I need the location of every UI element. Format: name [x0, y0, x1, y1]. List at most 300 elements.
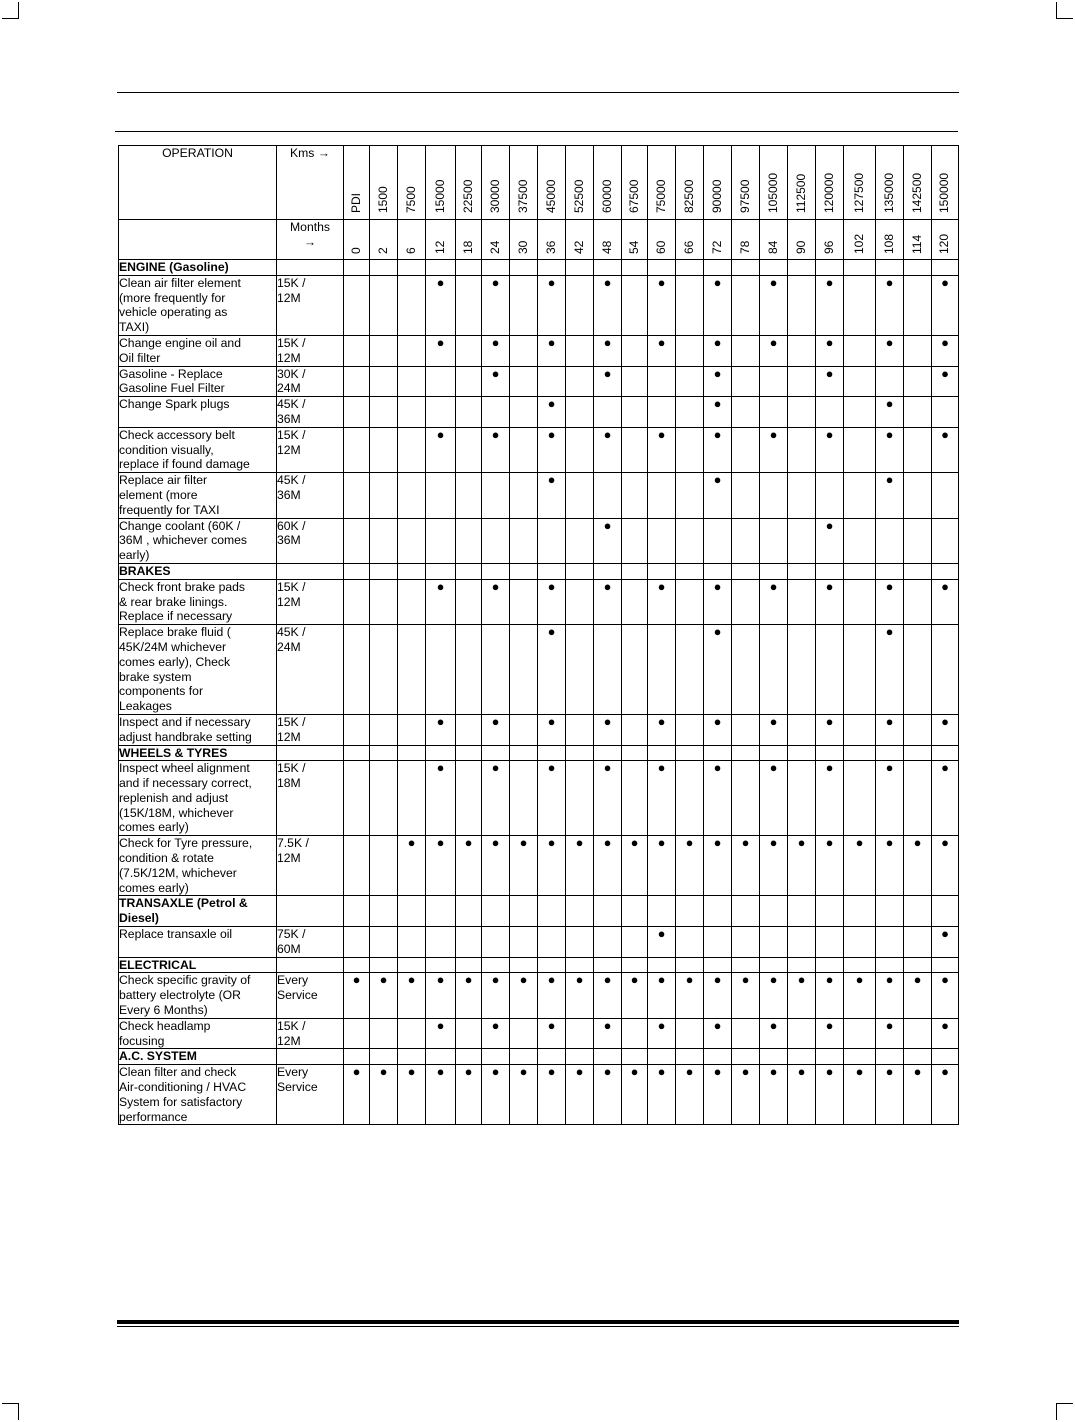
section-empty-cell — [760, 896, 788, 927]
section-empty-cell — [932, 745, 959, 761]
operation-description: Change coolant (60K / 36M , whichever comes early) — [119, 518, 277, 563]
schedule-cell — [932, 625, 959, 715]
schedule-cell — [370, 427, 398, 472]
service-dot-icon: ● — [941, 713, 949, 729]
schedule-cell — [676, 714, 704, 745]
operation-row — [119, 518, 959, 563]
kms-column-header — [676, 146, 704, 220]
schedule-cell — [676, 1018, 704, 1049]
section-empty-cell — [482, 957, 510, 973]
section-empty-cell — [622, 957, 648, 973]
schedule-cell — [704, 473, 732, 518]
schedule-cell — [538, 366, 566, 397]
months-value: 114 — [909, 234, 924, 254]
schedule-cell — [398, 397, 426, 428]
service-dot-icon: ● — [713, 396, 722, 412]
section-empty-cell — [344, 1049, 370, 1065]
schedule-cell — [844, 579, 876, 624]
section-empty-cell — [456, 745, 482, 761]
schedule-cell — [816, 1018, 844, 1049]
kms-column-header — [876, 146, 904, 220]
service-dot-icon: ● — [436, 760, 445, 776]
schedule-cell — [594, 366, 622, 397]
schedule-cell — [594, 427, 622, 472]
months-value: 96 — [821, 240, 836, 254]
operation-description: Gasoline - Replace Gasoline Fuel Filter — [119, 366, 277, 397]
schedule-cell — [676, 625, 704, 715]
kms-column-header — [732, 146, 760, 220]
service-dot-icon: ● — [657, 334, 666, 350]
schedule-cell — [344, 1065, 370, 1125]
section-empty-cell — [816, 896, 844, 927]
schedule-cell — [676, 473, 704, 518]
section-empty-cell — [704, 896, 732, 927]
months-column-header — [676, 220, 704, 260]
schedule-cell — [788, 366, 816, 397]
schedule-cell — [566, 397, 594, 428]
schedule-cell — [344, 927, 370, 958]
service-dot-icon: ● — [491, 972, 500, 988]
schedule-cell — [566, 625, 594, 715]
schedule-cell — [904, 366, 932, 397]
section-empty-cell — [844, 1049, 876, 1065]
kms-value: 120000 — [821, 172, 836, 213]
section-empty-cell — [844, 260, 876, 276]
schedule-cell — [844, 473, 876, 518]
service-dot-icon: ● — [436, 334, 445, 350]
schedule-cell — [760, 397, 788, 428]
schedule-cell — [344, 335, 370, 366]
schedule-cell — [932, 335, 959, 366]
operation-frequency: 7.5K / 12M — [277, 836, 344, 896]
service-dot-icon: ● — [885, 1064, 894, 1080]
service-dot-icon: ● — [741, 835, 750, 851]
schedule-cell — [538, 397, 566, 428]
schedule-cell — [426, 427, 456, 472]
section-empty-cell — [844, 957, 876, 973]
section-empty-cell — [932, 260, 959, 276]
schedule-cell — [932, 714, 959, 745]
schedule-cell — [816, 836, 844, 896]
schedule-cell — [594, 518, 622, 563]
schedule-cell — [344, 473, 370, 518]
section-empty-cell — [370, 260, 398, 276]
schedule-cell — [456, 973, 482, 1018]
service-dot-icon: ● — [769, 426, 778, 442]
schedule-cell — [456, 625, 482, 715]
schedule-cell — [760, 836, 788, 896]
service-dot-icon: ● — [825, 334, 834, 350]
kms-column-header — [456, 146, 482, 220]
service-dot-icon: ● — [491, 1017, 500, 1033]
schedule-cell — [566, 335, 594, 366]
schedule-cell — [510, 335, 538, 366]
operation-row — [119, 1018, 959, 1049]
schedule-cell — [566, 1065, 594, 1125]
service-dot-icon: ● — [825, 578, 834, 594]
kms-column-header — [426, 146, 456, 220]
section-empty-cell — [732, 1049, 760, 1065]
service-dot-icon: ● — [713, 972, 722, 988]
section-empty-cell — [510, 1049, 538, 1065]
schedule-cell — [398, 973, 426, 1018]
schedule-cell — [538, 973, 566, 1018]
schedule-cell — [510, 518, 538, 563]
kms-column-header — [904, 146, 932, 220]
schedule-cell — [566, 473, 594, 518]
schedule-cell — [566, 427, 594, 472]
schedule-cell — [426, 836, 456, 896]
section-empty-cell — [456, 1049, 482, 1065]
schedule-cell — [704, 973, 732, 1018]
section-empty-cell — [426, 896, 456, 927]
schedule-cell — [510, 973, 538, 1018]
operation-description: Change Spark plugs — [119, 397, 277, 428]
schedule-cell — [732, 1065, 760, 1125]
service-dot-icon: ● — [797, 972, 806, 988]
operation-frequency: 15K / 12M — [277, 427, 344, 472]
schedule-cell — [876, 714, 904, 745]
service-dot-icon: ● — [885, 760, 894, 776]
section-empty-cell — [788, 563, 816, 579]
service-dot-icon: ● — [547, 835, 556, 851]
months-value: 120 — [936, 233, 951, 254]
operation-row — [119, 366, 959, 397]
schedule-cell — [788, 836, 816, 896]
service-dot-icon: ● — [713, 578, 722, 594]
operation-row — [119, 973, 959, 1018]
schedule-cell — [676, 927, 704, 958]
months-value: 84 — [765, 240, 780, 254]
section-empty-cell — [594, 745, 622, 761]
schedule-cell — [904, 973, 932, 1018]
operation-description: Check specific gravity of battery electrolyte (OR Every 6 Months) — [119, 973, 277, 1018]
service-dot-icon: ● — [941, 334, 949, 350]
schedule-cell — [538, 1018, 566, 1049]
schedule-cell — [844, 1018, 876, 1049]
section-title: A.C. SYSTEM — [119, 1049, 277, 1065]
section-empty-cell — [676, 260, 704, 276]
service-dot-icon: ● — [352, 1064, 361, 1080]
schedule-cell — [622, 714, 648, 745]
schedule-cell — [904, 625, 932, 715]
kms-column-header — [538, 146, 566, 220]
schedule-header — [119, 146, 959, 260]
section-empty-cell — [370, 957, 398, 973]
schedule-cell — [648, 579, 676, 624]
operation-description: Inspect and if necessary adjust handbrake setting — [119, 714, 277, 745]
section-empty-cell — [398, 260, 426, 276]
months-value: 60 — [653, 240, 668, 254]
schedule-cell — [760, 366, 788, 397]
operation-description: Clean filter and check Air-conditioning / HVAC System for satisfactory performance — [119, 1065, 277, 1125]
service-dot-icon: ● — [603, 1064, 612, 1080]
operation-header-spacer — [119, 220, 277, 260]
months-column-header — [344, 220, 370, 260]
operation-frequency: 45K / 36M — [277, 397, 344, 428]
service-dot-icon: ● — [491, 365, 500, 381]
section-freq-spacer — [277, 260, 344, 276]
service-dot-icon: ● — [713, 426, 722, 442]
service-dot-icon: ● — [603, 274, 612, 290]
operation-description: Replace brake fluid ( 45K/24M whichever comes early), Check brake system components for Leakages — [119, 625, 277, 715]
schedule-cell — [788, 973, 816, 1018]
section-empty-cell — [566, 260, 594, 276]
service-dot-icon: ● — [379, 1064, 388, 1080]
schedule-cell — [876, 518, 904, 563]
schedule-cell — [816, 579, 844, 624]
section-empty-cell — [816, 1049, 844, 1065]
section-empty-cell — [456, 896, 482, 927]
schedule-cell — [816, 275, 844, 335]
service-dot-icon: ● — [797, 1064, 806, 1080]
months-value: 54 — [626, 240, 641, 254]
operation-row — [119, 275, 959, 335]
section-empty-cell — [904, 563, 932, 579]
schedule-cell — [876, 579, 904, 624]
service-dot-icon: ● — [603, 1017, 612, 1033]
schedule-cell — [876, 1065, 904, 1125]
section-empty-cell — [566, 1049, 594, 1065]
schedule-cell — [398, 427, 426, 472]
operation-frequency: 75K / 60M — [277, 927, 344, 958]
schedule-cell — [398, 714, 426, 745]
schedule-cell — [566, 927, 594, 958]
section-empty-cell — [510, 260, 538, 276]
section-empty-cell — [648, 563, 676, 579]
section-freq-spacer — [277, 563, 344, 579]
service-dot-icon: ● — [436, 835, 445, 851]
schedule-cell — [788, 579, 816, 624]
service-dot-icon: ● — [685, 835, 694, 851]
schedule-cell — [816, 714, 844, 745]
section-empty-cell — [732, 745, 760, 761]
schedule-cell — [704, 836, 732, 896]
section-empty-cell — [788, 745, 816, 761]
section-empty-cell — [370, 1049, 398, 1065]
section-empty-cell — [344, 957, 370, 973]
schedule-cell — [788, 714, 816, 745]
schedule-cell — [732, 335, 760, 366]
schedule-cell — [704, 579, 732, 624]
operation-row — [119, 397, 959, 428]
schedule-cell — [904, 714, 932, 745]
schedule-cell — [482, 579, 510, 624]
schedule-cell — [482, 1018, 510, 1049]
service-dot-icon: ● — [825, 365, 834, 381]
schedule-cell — [344, 518, 370, 563]
schedule-cell — [844, 714, 876, 745]
section-empty-cell — [482, 896, 510, 927]
schedule-cell — [648, 427, 676, 472]
schedule-cell — [876, 625, 904, 715]
service-dot-icon: ● — [547, 760, 556, 776]
schedule-cell — [904, 335, 932, 366]
section-header-row — [119, 260, 959, 276]
kms-column-header — [788, 146, 816, 220]
service-dot-icon: ● — [657, 835, 666, 851]
schedule-cell — [456, 836, 482, 896]
months-column-header — [760, 220, 788, 260]
section-empty-cell — [538, 1049, 566, 1065]
months-column-header — [904, 220, 932, 260]
section-empty-cell — [426, 957, 456, 973]
kms-column-header — [482, 146, 510, 220]
schedule-cell — [482, 836, 510, 896]
schedule-cell — [456, 275, 482, 335]
service-dot-icon: ● — [547, 972, 556, 988]
schedule-cell — [344, 427, 370, 472]
service-dot-icon: ● — [575, 835, 584, 851]
schedule-cell — [760, 473, 788, 518]
operation-description: Inspect wheel alignment and if necessary correct, replenish and adjust (15K/18M, whichever comes early) — [119, 761, 277, 836]
schedule-cell — [622, 473, 648, 518]
months-value: 6 — [403, 247, 418, 254]
service-dot-icon: ● — [769, 713, 778, 729]
service-dot-icon: ● — [941, 426, 949, 442]
schedule-cell — [876, 366, 904, 397]
schedule-cell — [344, 397, 370, 428]
schedule-cell — [648, 761, 676, 836]
section-empty-cell — [704, 1049, 732, 1065]
section-empty-cell — [760, 1049, 788, 1065]
kms-value: 37500 — [515, 179, 530, 213]
schedule-cell — [622, 927, 648, 958]
kms-value: 7500 — [403, 186, 418, 213]
months-column-header — [876, 220, 904, 260]
section-empty-cell — [482, 260, 510, 276]
schedule-cell — [760, 714, 788, 745]
service-dot-icon: ● — [547, 1064, 556, 1080]
section-empty-cell — [538, 957, 566, 973]
months-column-header — [788, 220, 816, 260]
schedule-cell — [732, 1018, 760, 1049]
schedule-cell — [594, 1018, 622, 1049]
section-empty-cell — [760, 957, 788, 973]
schedule-cell — [704, 1018, 732, 1049]
schedule-cell — [538, 473, 566, 518]
schedule-cell — [932, 836, 959, 896]
section-empty-cell — [732, 563, 760, 579]
service-dot-icon: ● — [547, 274, 556, 290]
schedule-cell — [344, 714, 370, 745]
service-dot-icon: ● — [769, 1017, 778, 1033]
schedule-cell — [426, 473, 456, 518]
section-empty-cell — [760, 260, 788, 276]
section-header-row — [119, 957, 959, 973]
schedule-cell — [648, 366, 676, 397]
schedule-cell — [370, 1018, 398, 1049]
schedule-cell — [816, 1065, 844, 1125]
operation-frequency: 45K / 24M — [277, 625, 344, 715]
schedule-cell — [538, 518, 566, 563]
service-dot-icon: ● — [713, 760, 722, 776]
schedule-cell — [704, 625, 732, 715]
section-empty-cell — [704, 260, 732, 276]
service-dot-icon: ● — [436, 713, 445, 729]
section-empty-cell — [456, 260, 482, 276]
section-empty-cell — [648, 745, 676, 761]
kms-value: 75000 — [653, 179, 668, 213]
footer-rule-thin — [117, 1326, 959, 1327]
schedule-cell — [622, 625, 648, 715]
schedule-cell — [398, 1018, 426, 1049]
schedule-cell — [510, 397, 538, 428]
months-value: 78 — [737, 240, 752, 254]
schedule-cell — [648, 275, 676, 335]
section-empty-cell — [648, 1049, 676, 1065]
schedule-cell — [622, 275, 648, 335]
schedule-cell — [426, 518, 456, 563]
service-dot-icon: ● — [825, 274, 834, 290]
service-dot-icon: ● — [657, 426, 666, 442]
schedule-cell — [816, 427, 844, 472]
section-empty-cell — [426, 1049, 456, 1065]
section-empty-cell — [676, 745, 704, 761]
schedule-cell — [398, 761, 426, 836]
months-column-header — [732, 220, 760, 260]
operation-row — [119, 1065, 959, 1125]
schedule-cell — [788, 397, 816, 428]
schedule-cell — [456, 335, 482, 366]
schedule-cell — [426, 397, 456, 428]
service-dot-icon: ● — [630, 835, 639, 851]
section-title: ELECTRICAL — [119, 957, 277, 973]
service-dot-icon: ● — [603, 334, 612, 350]
months-header-row — [119, 220, 959, 260]
kms-header-row — [119, 146, 959, 220]
kms-column-header — [648, 146, 676, 220]
schedule-cell — [704, 1065, 732, 1125]
schedule-cell — [676, 366, 704, 397]
service-dot-icon: ● — [464, 835, 473, 851]
service-dot-icon: ● — [547, 334, 556, 350]
section-empty-cell — [370, 563, 398, 579]
operation-frequency: 15K / 12M — [277, 714, 344, 745]
schedule-cell — [732, 927, 760, 958]
service-dot-icon: ● — [913, 835, 922, 851]
schedule-cell — [594, 473, 622, 518]
months-column-header — [648, 220, 676, 260]
service-dot-icon: ● — [941, 1064, 949, 1080]
section-title: WHEELS & TYRES — [119, 745, 277, 761]
service-dot-icon: ● — [913, 972, 922, 988]
section-empty-cell — [426, 563, 456, 579]
service-dot-icon: ● — [491, 760, 500, 776]
schedule-cell — [398, 927, 426, 958]
schedule-cell — [566, 973, 594, 1018]
service-dot-icon: ● — [885, 578, 894, 594]
service-dot-icon: ● — [603, 835, 612, 851]
section-empty-cell — [844, 745, 876, 761]
schedule-cell — [904, 518, 932, 563]
schedule-cell — [482, 761, 510, 836]
schedule-cell — [876, 427, 904, 472]
schedule-cell — [732, 973, 760, 1018]
schedule-cell — [648, 1065, 676, 1125]
section-empty-cell — [932, 563, 959, 579]
section-empty-cell — [904, 1049, 932, 1065]
schedule-cell — [932, 427, 959, 472]
section-empty-cell — [676, 563, 704, 579]
service-dot-icon: ● — [436, 274, 445, 290]
crop-mark-bottom-left — [2, 1403, 19, 1420]
schedule-cell — [538, 714, 566, 745]
schedule-cell — [732, 836, 760, 896]
operation-row — [119, 714, 959, 745]
schedule-cell — [510, 427, 538, 472]
months-value: 42 — [571, 240, 586, 254]
